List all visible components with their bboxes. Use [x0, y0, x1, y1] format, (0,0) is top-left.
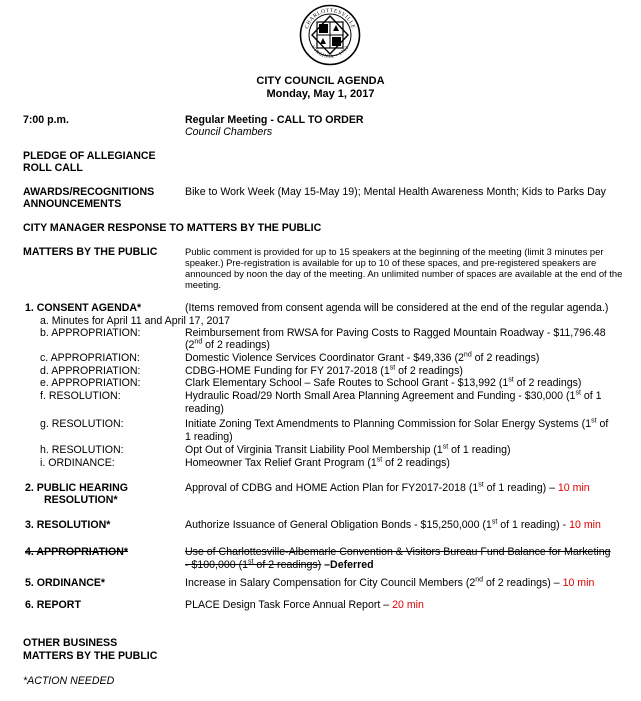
- consent-item-h-text: Opt Out of Virginia Transit Liability Pool Membership (1st of 1 reading): [185, 443, 511, 456]
- item-6-label: 6. REPORT: [25, 599, 81, 611]
- consent-item-g-label: g. RESOLUTION:: [40, 418, 124, 430]
- pledge-heading: PLEDGE OF ALLEGIANCE: [23, 150, 156, 162]
- consent-item-f-label: f. RESOLUTION:: [40, 390, 121, 402]
- consent-item-b-text: Reimbursement from RWSA for Paving Costs to Ragged Mountain Roadway - $11,796.48: [185, 327, 606, 339]
- item-3-time: 10 min: [569, 519, 601, 531]
- matters-text-3: announced by noon the day of the meeting. An unlimited number of spaces are available at the end of the: [185, 268, 623, 279]
- item-4-deferred: –Deferred: [321, 559, 374, 571]
- consent-item-f-text-2: reading): [185, 403, 224, 415]
- item-5-text: Increase in Salary Compensation for City Council Members (2nd of 2 readings) – 10 min: [185, 576, 595, 589]
- matters-text-1: Public comment is provided for up to 15 speakers at the beginning of the meeting (limit 3 minutes per: [185, 246, 604, 257]
- item-6-time: 20 min: [392, 599, 424, 611]
- consent-item-c-label: c. APPROPRIATION:: [40, 352, 140, 364]
- announcements-heading: ANNOUNCEMENTS: [23, 198, 122, 210]
- matters-public-footer: MATTERS BY THE PUBLIC: [23, 650, 158, 662]
- meeting-location: Council Chambers: [185, 126, 273, 138]
- consent-item-e-text: Clark Elementary School – Safe Routes to School Grant - $13,992 (1st of 2 readings): [185, 376, 582, 389]
- item-3-label: 3. RESOLUTION*: [25, 519, 111, 531]
- consent-item-g-text: Initiate Zoning Text Amendments to Planning Commission for Solar Energy Systems (1st of: [185, 417, 609, 430]
- consent-item-i-label: i. ORDINANCE:: [40, 457, 115, 469]
- action-needed-note: *ACTION NEEDED: [23, 675, 115, 687]
- city-manager-heading: CITY MANAGER RESPONSE TO MATTERS BY THE PUBLIC: [23, 222, 322, 234]
- item-6-text: PLACE Design Task Force Annual Report – 20 min: [185, 599, 424, 611]
- item-5-label: 5. ORDINANCE*: [25, 577, 106, 589]
- consent-note: (Items removed from consent agenda will be considered at the end of the regular agenda.): [185, 302, 609, 314]
- roll-call-heading: ROLL CALL: [23, 162, 83, 174]
- consent-item-g-text-2: 1 reading): [185, 431, 233, 443]
- item-2-time: 10 min: [557, 482, 590, 494]
- meeting-title: Regular Meeting - CALL TO ORDER: [185, 114, 364, 126]
- matters-heading: MATTERS BY THE PUBLIC: [23, 246, 158, 258]
- consent-heading: 1. CONSENT AGENDA*: [25, 302, 142, 314]
- consent-item-f-text: Hydraulic Road/29 North Small Area Planning Agreement and Funding - $30,000 (1st of 1: [185, 389, 602, 402]
- meeting-date: Monday, May 1, 2017: [266, 88, 375, 100]
- consent-item-b-reading: (2nd of 2 readings): [185, 338, 270, 351]
- seal-text-top: CHARLOTTESVILLE: [303, 7, 357, 30]
- consent-item-c-text: Domestic Violence Services Coordinator Grant - $49,336 (2nd of 2 readings): [185, 351, 540, 364]
- item-4-text: Use of Charlottesville-Albemarle Convention & Visitors Bureau Fund Balance for Marketing: [185, 546, 611, 558]
- item-2-label: 2. PUBLIC HEARING: [25, 482, 129, 494]
- item-3-text: Authorize Issuance of General Obligation Bonds - $15,250,000 (1st of 1 reading) - 10 min: [185, 518, 601, 531]
- item-2-label-2: RESOLUTION*: [44, 494, 118, 506]
- consent-item-i-text: Homeowner Tax Relief Grant Program (1st of 2 readings): [185, 456, 450, 469]
- matters-text-4: meeting.: [185, 279, 221, 290]
- other-business-heading: OTHER BUSINESS: [23, 637, 118, 649]
- awards-text: Bike to Work Week (May 15-May 19); Mental Health Awareness Month; Kids to Parks Day: [185, 186, 606, 198]
- seal-icon: [299, 4, 361, 66]
- consent-item-e-label: e. APPROPRIATION:: [40, 377, 141, 389]
- item-2-text: Approval of CDBG and HOME Action Plan for FY2017-2018 (1st of 1 reading) – 10 min: [185, 481, 590, 494]
- consent-item-h-label: h. RESOLUTION:: [40, 444, 124, 456]
- city-seal: [299, 4, 361, 66]
- consent-item-a: a. Minutes for April 11 and April 17, 2017: [40, 315, 231, 327]
- consent-item-d-text: CDBG-HOME Funding for FY 2017-2018 (1st of 2 readings): [185, 364, 463, 377]
- consent-item-d-label: d. APPROPRIATION:: [40, 365, 141, 377]
- matters-text-2: speaker.) Pre-registration is available for up to 10 of these spaces, and pre-registered speakers are: [185, 257, 597, 268]
- seal-text-bottom: VIRGINIA • 1762: [309, 44, 351, 61]
- page-title: CITY COUNCIL AGENDA: [256, 75, 385, 87]
- meeting-time: 7:00 p.m.: [23, 114, 69, 126]
- consent-item-b-label: b. APPROPRIATION:: [40, 327, 141, 339]
- item-5-time: 10 min: [562, 577, 595, 589]
- awards-heading: AWARDS/RECOGNITIONS: [23, 186, 155, 198]
- item-4-label: 4. APPROPRIATION*: [25, 546, 129, 558]
- item-4-text-2: - $100,000 (1st of 2 readings) –Deferred: [185, 558, 374, 571]
